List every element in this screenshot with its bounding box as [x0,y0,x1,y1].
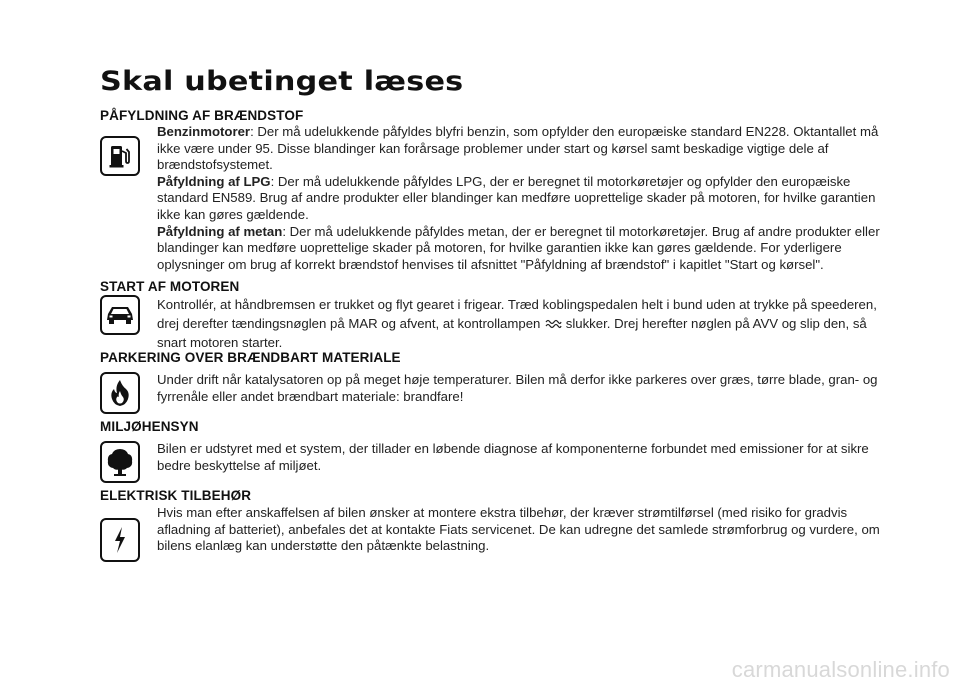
paragraph: Under drift når katalysatoren op på meget høje temperaturer. Bilen må derfor ikke parkeres over græs, tørre blade, gran- og fyrrenåle eller andet brændbart materiale: brandfare! [157,372,878,404]
section-text [157,435,883,474]
section-heading: MILJØHENSYN [100,419,199,434]
term-gasoline: Benzinmotorer [157,124,251,139]
section-fuel [100,108,880,273]
glow-plug-warning-icon [544,315,562,327]
section-heading: ELEKTRISK TILBEHØR [100,488,252,503]
tree-icon [100,441,140,483]
car-icon [100,295,140,335]
paragraph [157,295,883,352]
paragraph-lpg [157,174,883,224]
section-heading: PÅFYLDNING AF BRÆNDSTOF [100,108,304,123]
paragraph-text: : Der må udelukkende påfyldes blyfri benzin, som opfylder den europæiske standard EN228. Oktantallet må ikke være under 95. Disse blandinger kan forårsage problemer under start og kørsel samt beskadige vigtige dele af brændstofsystemet. [157,124,879,173]
paragraph-text: Kontrollér, at håndbremsen er trukket og flyt gearet i frigear. Træd koblingspedalen helt i bund uden at trykke på speederen, drej derefter tændingsnøglen på MAR og afvent, at kontrollampen [157,297,877,331]
section-text [157,295,883,352]
watermark: carmanualsonline.info [731,657,950,682]
section-engine-start [100,279,880,352]
section-environment [100,419,880,474]
paragraph-text: : Der må udelukkende påfyldes metan, der er beregnet til motorkøretøjer. Brug af andre produkter eller blandinger kan medføre uoprettelige skader på motoren, for hvilke garantien ikke kan gøres gældende. For yderligere oplysninger om brug af korrekt brændstof henvises til afsnittet "Påfyldning af brændstof" i kapitlet "Start og kørsel". [157,223,880,272]
term-methane: Påfyldning af metan [157,223,283,239]
paragraph-methane [157,224,883,274]
lightning-icon [100,518,140,562]
paragraph: Hvis man efter anskaffelsen af bilen ønsker at montere ekstra tilbehør, der kræver strømtilførsel (med risiko for gradvis afladning af batteriet), anbefales det at kontakte Fiats servicenet. De kan udregne det samlede strømforbrug og vurdere, om bilens elanlæg kan understøtte den påtænkte belastning. [157,505,880,554]
section-parking [100,350,880,405]
page-title: Skal ubetinget læses [100,66,464,97]
section-text [157,504,883,555]
section-electrical [100,488,880,555]
section-text [157,124,883,273]
section-heading: START AF MOTOREN [100,279,240,294]
fuel-pump-icon [100,136,140,176]
term-lpg: Påfyldning af LPG [157,173,271,189]
paragraph: Bilen er udstyret med et system, der tillader en løbende diagnose af komponenterne forbundet med emissioner for at sikre bedre beskyttelse af miljøet. [157,441,869,473]
flame-icon [100,372,140,414]
paragraph-gasoline [157,124,883,174]
paragraph-text: : Der må udelukkende påfyldes LPG, der er beregnet til motorkøretøjer og opfylder den europæiske standard EN589. Brug af andre produkter eller blandinger kan medføre uoprettelige skader på motoren, for hvilke garantien ikke kan gøres gældende. [157,173,876,222]
section-heading: PARKERING OVER BRÆNDBART MATERIALE [100,350,401,365]
section-text [157,366,883,405]
paragraph-text: slukker. Drej herefter nøglen på AVV og slip den, så snart motoren starter. [157,316,867,350]
